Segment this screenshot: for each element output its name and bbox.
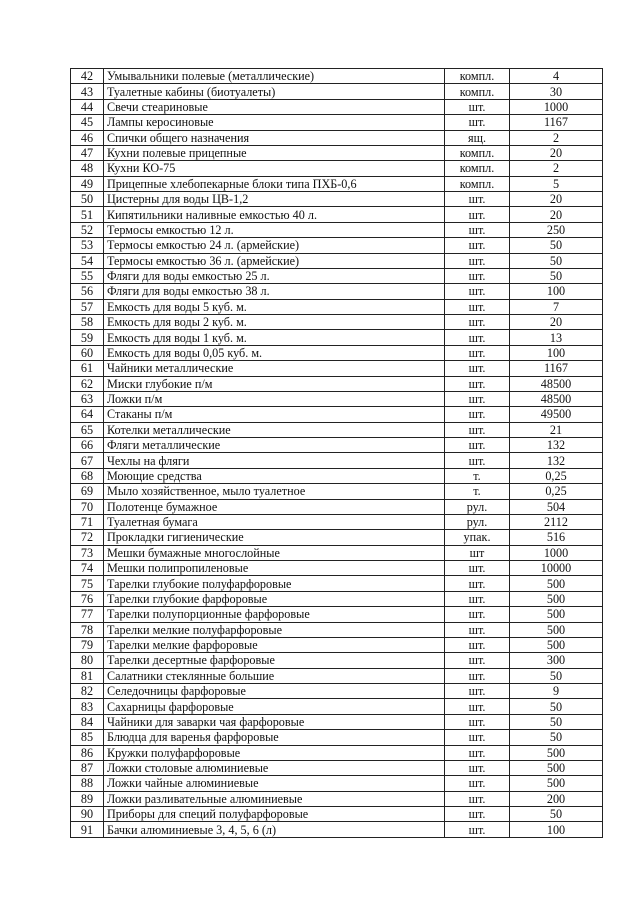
table-row [71, 207, 603, 222]
table-row [71, 376, 603, 391]
item-name: Мешки бумажные многослойные [104, 545, 445, 560]
item-name: Емкость для воды 2 куб. м. [104, 315, 445, 330]
table-row [71, 684, 603, 699]
table-row [71, 238, 603, 253]
unit-of-measure: шт. [445, 361, 510, 376]
item-name: Ложки разливательные алюминиевые [104, 791, 445, 806]
table-row [71, 345, 603, 360]
row-number: 47 [71, 145, 104, 160]
row-number: 72 [71, 530, 104, 545]
quantity: 7 [510, 299, 603, 314]
quantity: 200 [510, 791, 603, 806]
quantity: 48500 [510, 391, 603, 406]
unit-of-measure: шт. [445, 99, 510, 114]
item-name: Кружки полуфарфоровые [104, 745, 445, 760]
unit-of-measure: шт. [445, 668, 510, 683]
unit-of-measure: шт. [445, 684, 510, 699]
item-name: Лампы керосиновые [104, 115, 445, 130]
quantity: 9 [510, 684, 603, 699]
quantity: 500 [510, 745, 603, 760]
row-number: 86 [71, 745, 104, 760]
quantity: 100 [510, 345, 603, 360]
unit-of-measure: компл. [445, 161, 510, 176]
row-number: 85 [71, 730, 104, 745]
quantity: 250 [510, 222, 603, 237]
unit-of-measure: шт. [445, 253, 510, 268]
item-name: Туалетная бумага [104, 514, 445, 529]
unit-of-measure: шт. [445, 238, 510, 253]
unit-of-measure: шт. [445, 653, 510, 668]
unit-of-measure: шт. [445, 637, 510, 652]
row-number: 78 [71, 622, 104, 637]
unit-of-measure: шт. [445, 284, 510, 299]
unit-of-measure: шт. [445, 714, 510, 729]
row-number: 57 [71, 299, 104, 314]
quantity: 0,25 [510, 468, 603, 483]
unit-of-measure: шт. [445, 622, 510, 637]
unit-of-measure: шт. [445, 699, 510, 714]
table-row [71, 330, 603, 345]
quantity: 500 [510, 637, 603, 652]
unit-of-measure: шт. [445, 576, 510, 591]
quantity: 50 [510, 699, 603, 714]
table-row [71, 484, 603, 499]
row-number: 76 [71, 591, 104, 606]
item-name: Моющие средства [104, 468, 445, 483]
row-number: 77 [71, 607, 104, 622]
row-number: 87 [71, 760, 104, 775]
unit-of-measure: компл. [445, 176, 510, 191]
row-number: 43 [71, 84, 104, 99]
quantity: 20 [510, 315, 603, 330]
item-name: Термосы емкостью 24 л. (армейские) [104, 238, 445, 253]
item-name: Тарелки глубокие полуфарфоровые [104, 576, 445, 591]
item-name: Емкость для воды 0,05 куб. м. [104, 345, 445, 360]
quantity: 13 [510, 330, 603, 345]
quantity: 20 [510, 145, 603, 160]
item-name: Цистерны для воды ЦВ-1,2 [104, 192, 445, 207]
unit-of-measure: шт. [445, 422, 510, 437]
row-number: 62 [71, 376, 104, 391]
row-number: 74 [71, 561, 104, 576]
unit-of-measure: шт. [445, 207, 510, 222]
unit-of-measure: шт. [445, 330, 510, 345]
table-row [71, 468, 603, 483]
table-row [71, 561, 603, 576]
item-name: Термосы емкостью 12 л. [104, 222, 445, 237]
row-number: 46 [71, 130, 104, 145]
item-name: Приборы для специй полуфарфоровые [104, 807, 445, 822]
table-row [71, 822, 603, 837]
unit-of-measure: шт. [445, 760, 510, 775]
item-name: Фляги металлические [104, 438, 445, 453]
quantity: 5 [510, 176, 603, 191]
table-row [71, 591, 603, 606]
table-row [71, 130, 603, 145]
item-name: Фляги для воды емкостью 38 л. [104, 284, 445, 299]
row-number: 66 [71, 438, 104, 453]
row-number: 68 [71, 468, 104, 483]
table-row [71, 499, 603, 514]
table-row [71, 84, 603, 99]
row-number: 48 [71, 161, 104, 176]
table-row [71, 653, 603, 668]
table-row [71, 607, 603, 622]
quantity: 50 [510, 668, 603, 683]
unit-of-measure: шт. [445, 453, 510, 468]
row-number: 55 [71, 268, 104, 283]
item-name: Тарелки мелкие полуфарфоровые [104, 622, 445, 637]
row-number: 49 [71, 176, 104, 191]
quantity: 49500 [510, 407, 603, 422]
unit-of-measure: компл. [445, 145, 510, 160]
unit-of-measure: компл. [445, 84, 510, 99]
table-row [71, 637, 603, 652]
row-number: 75 [71, 576, 104, 591]
quantity: 10000 [510, 561, 603, 576]
quantity: 500 [510, 760, 603, 775]
unit-of-measure: шт. [445, 776, 510, 791]
item-name: Миски глубокие п/м [104, 376, 445, 391]
unit-of-measure: упак. [445, 530, 510, 545]
row-number: 59 [71, 330, 104, 345]
table-row [71, 407, 603, 422]
table-row [71, 760, 603, 775]
table-row [71, 453, 603, 468]
table-row [71, 99, 603, 114]
item-name: Чайники металлические [104, 361, 445, 376]
item-name: Кухни полевые прицепные [104, 145, 445, 160]
item-name: Бачки алюминиевые 3, 4, 5, 6 (л) [104, 822, 445, 837]
item-name: Свечи стеариновые [104, 99, 445, 114]
item-name: Емкость для воды 1 куб. м. [104, 330, 445, 345]
row-number: 69 [71, 484, 104, 499]
row-number: 84 [71, 714, 104, 729]
table-row [71, 776, 603, 791]
row-number: 70 [71, 499, 104, 514]
unit-of-measure: шт. [445, 730, 510, 745]
unit-of-measure: ящ. [445, 130, 510, 145]
unit-of-measure: шт. [445, 268, 510, 283]
table-row [71, 545, 603, 560]
row-number: 44 [71, 99, 104, 114]
quantity: 50 [510, 238, 603, 253]
row-number: 63 [71, 391, 104, 406]
table-row [71, 145, 603, 160]
quantity: 21 [510, 422, 603, 437]
quantity: 500 [510, 607, 603, 622]
unit-of-measure: шт. [445, 438, 510, 453]
item-name: Кухни КО-75 [104, 161, 445, 176]
unit-of-measure: т. [445, 484, 510, 499]
inventory-table [70, 68, 603, 838]
row-number: 79 [71, 637, 104, 652]
quantity: 2112 [510, 514, 603, 529]
row-number: 54 [71, 253, 104, 268]
quantity: 500 [510, 576, 603, 591]
row-number: 91 [71, 822, 104, 837]
unit-of-measure: рул. [445, 499, 510, 514]
row-number: 45 [71, 115, 104, 130]
unit-of-measure: шт. [445, 345, 510, 360]
quantity: 50 [510, 253, 603, 268]
quantity: 0,25 [510, 484, 603, 499]
table-row [71, 530, 603, 545]
item-name: Чайники для заварки чая фарфоровые [104, 714, 445, 729]
item-name: Тарелки мелкие фарфоровые [104, 637, 445, 652]
unit-of-measure: шт [445, 545, 510, 560]
quantity: 132 [510, 438, 603, 453]
item-name: Кипятильники наливные емкостью 40 л. [104, 207, 445, 222]
table-row [71, 315, 603, 330]
unit-of-measure: шт. [445, 391, 510, 406]
table-row [71, 422, 603, 437]
quantity: 500 [510, 591, 603, 606]
item-name: Тарелки десертные фарфоровые [104, 653, 445, 668]
quantity: 50 [510, 730, 603, 745]
item-name: Чехлы на фляги [104, 453, 445, 468]
quantity: 2 [510, 161, 603, 176]
item-name: Термосы емкостью 36 л. (армейские) [104, 253, 445, 268]
quantity: 300 [510, 653, 603, 668]
item-name: Мыло хозяйственное, мыло туалетное [104, 484, 445, 499]
quantity: 100 [510, 822, 603, 837]
table-row [71, 622, 603, 637]
quantity: 4 [510, 69, 603, 84]
table-row [71, 730, 603, 745]
table-row [71, 391, 603, 406]
quantity: 504 [510, 499, 603, 514]
item-name: Тарелки глубокие фарфоровые [104, 591, 445, 606]
quantity: 500 [510, 776, 603, 791]
quantity: 516 [510, 530, 603, 545]
item-name: Стаканы п/м [104, 407, 445, 422]
unit-of-measure: шт. [445, 822, 510, 837]
item-name: Туалетные кабины (биотуалеты) [104, 84, 445, 99]
quantity: 50 [510, 268, 603, 283]
table-row [71, 115, 603, 130]
item-name: Котелки металлические [104, 422, 445, 437]
row-number: 52 [71, 222, 104, 237]
item-name: Ложки столовые алюминиевые [104, 760, 445, 775]
row-number: 90 [71, 807, 104, 822]
quantity: 500 [510, 622, 603, 637]
item-name: Блюдца для варенья фарфоровые [104, 730, 445, 745]
row-number: 81 [71, 668, 104, 683]
item-name: Сахарницы фарфоровые [104, 699, 445, 714]
table-row [71, 699, 603, 714]
row-number: 65 [71, 422, 104, 437]
quantity: 30 [510, 84, 603, 99]
quantity: 20 [510, 192, 603, 207]
table-row [71, 791, 603, 806]
unit-of-measure: шт. [445, 745, 510, 760]
table-row [71, 268, 603, 283]
table-row [71, 176, 603, 191]
quantity: 100 [510, 284, 603, 299]
item-name: Емкость для воды 5 куб. м. [104, 299, 445, 314]
quantity: 1167 [510, 361, 603, 376]
item-name: Тарелки полупорционные фарфоровые [104, 607, 445, 622]
table-row [71, 576, 603, 591]
item-name: Спички общего назначения [104, 130, 445, 145]
row-number: 73 [71, 545, 104, 560]
row-number: 71 [71, 514, 104, 529]
item-name: Полотенце бумажное [104, 499, 445, 514]
table-row [71, 284, 603, 299]
unit-of-measure: шт. [445, 607, 510, 622]
quantity: 132 [510, 453, 603, 468]
unit-of-measure: шт. [445, 299, 510, 314]
row-number: 82 [71, 684, 104, 699]
row-number: 60 [71, 345, 104, 360]
unit-of-measure: шт. [445, 315, 510, 330]
row-number: 88 [71, 776, 104, 791]
unit-of-measure: шт. [445, 791, 510, 806]
unit-of-measure: компл. [445, 69, 510, 84]
unit-of-measure: шт. [445, 807, 510, 822]
unit-of-measure: рул. [445, 514, 510, 529]
table-row [71, 192, 603, 207]
item-name: Фляги для воды емкостью 25 л. [104, 268, 445, 283]
quantity: 2 [510, 130, 603, 145]
table-row [71, 714, 603, 729]
row-number: 89 [71, 791, 104, 806]
unit-of-measure: шт. [445, 115, 510, 130]
row-number: 83 [71, 699, 104, 714]
quantity: 50 [510, 807, 603, 822]
row-number: 80 [71, 653, 104, 668]
table-row [71, 222, 603, 237]
table-row [71, 253, 603, 268]
item-name: Прицепные хлебопекарные блоки типа ПХБ-0,6 [104, 176, 445, 191]
table-row [71, 668, 603, 683]
table-row [71, 745, 603, 760]
quantity: 1167 [510, 115, 603, 130]
item-name: Селедочницы фарфоровые [104, 684, 445, 699]
row-number: 50 [71, 192, 104, 207]
row-number: 67 [71, 453, 104, 468]
unit-of-measure: т. [445, 468, 510, 483]
table-row [71, 299, 603, 314]
row-number: 53 [71, 238, 104, 253]
row-number: 61 [71, 361, 104, 376]
unit-of-measure: шт. [445, 222, 510, 237]
table-row [71, 161, 603, 176]
row-number: 64 [71, 407, 104, 422]
quantity: 20 [510, 207, 603, 222]
unit-of-measure: шт. [445, 192, 510, 207]
item-name: Ложки п/м [104, 391, 445, 406]
table-row [71, 807, 603, 822]
unit-of-measure: шт. [445, 376, 510, 391]
table-row [71, 361, 603, 376]
row-number: 42 [71, 69, 104, 84]
unit-of-measure: шт. [445, 591, 510, 606]
unit-of-measure: шт. [445, 561, 510, 576]
quantity: 50 [510, 714, 603, 729]
row-number: 58 [71, 315, 104, 330]
row-number: 51 [71, 207, 104, 222]
item-name: Салатники стеклянные большие [104, 668, 445, 683]
item-name: Прокладки гигиенические [104, 530, 445, 545]
item-name: Ложки чайные алюминиевые [104, 776, 445, 791]
quantity: 48500 [510, 376, 603, 391]
quantity: 1000 [510, 99, 603, 114]
table-row [71, 514, 603, 529]
row-number: 56 [71, 284, 104, 299]
table-row [71, 69, 603, 84]
table-row [71, 438, 603, 453]
item-name: Умывальники полевые (металлические) [104, 69, 445, 84]
item-name: Мешки полипропиленовые [104, 561, 445, 576]
inventory-table-body [71, 69, 603, 838]
unit-of-measure: шт. [445, 407, 510, 422]
quantity: 1000 [510, 545, 603, 560]
